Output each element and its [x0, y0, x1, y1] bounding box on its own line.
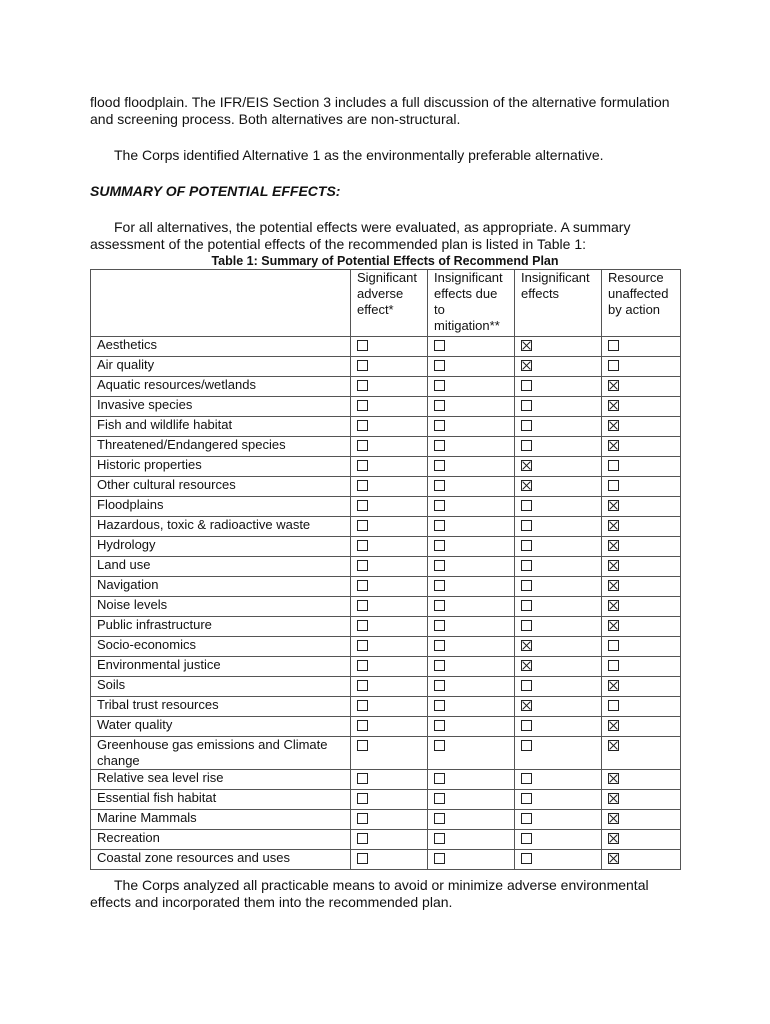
checkbox-cell [351, 497, 428, 517]
checked-box-icon[interactable] [608, 720, 619, 731]
empty-box-icon[interactable] [357, 680, 368, 691]
resource-name: Fish and wildlife habitat [91, 417, 351, 437]
checkbox-cell [351, 770, 428, 790]
checked-box-icon[interactable] [521, 640, 532, 651]
checkbox-cell [428, 457, 515, 477]
resource-name: Air quality [91, 357, 351, 377]
empty-box-icon[interactable] [357, 720, 368, 731]
empty-box-icon[interactable] [357, 580, 368, 591]
checkbox-cell [351, 377, 428, 397]
header-significant-adverse: Significant adverse effect* [351, 270, 428, 337]
empty-box-icon[interactable] [357, 813, 368, 824]
checkbox-cell [351, 850, 428, 870]
checked-box-icon[interactable] [608, 680, 619, 691]
table-row [91, 770, 681, 790]
checkbox-cell [515, 677, 602, 697]
checkbox-cell [351, 357, 428, 377]
checkbox-cell [602, 830, 681, 850]
resource-name: Floodplains [91, 497, 351, 517]
checkbox-cell [602, 497, 681, 517]
checkbox-cell [351, 457, 428, 477]
empty-box-icon[interactable] [357, 700, 368, 711]
checkbox-cell [515, 457, 602, 477]
empty-box-icon[interactable] [434, 740, 445, 751]
checked-box-icon[interactable] [608, 853, 619, 864]
checkbox-cell [515, 517, 602, 537]
checked-box-icon[interactable] [521, 360, 532, 371]
empty-box-icon[interactable] [608, 640, 619, 651]
checked-box-icon[interactable] [608, 400, 619, 411]
empty-box-icon[interactable] [434, 580, 445, 591]
checkbox-cell [515, 737, 602, 770]
table-row [91, 397, 681, 417]
checkbox-cell [351, 830, 428, 850]
resource-name: Socio-economics [91, 637, 351, 657]
checkbox-cell [351, 617, 428, 637]
checked-box-icon[interactable] [608, 600, 619, 611]
resource-name: Marine Mammals [91, 810, 351, 830]
checkbox-cell [351, 557, 428, 577]
checkbox-cell [351, 697, 428, 717]
checkbox-cell [515, 557, 602, 577]
empty-box-icon[interactable] [434, 500, 445, 511]
header-insignificant: Insignificant effects [515, 270, 602, 337]
resource-name: Threatened/Endangered species [91, 437, 351, 457]
checkbox-cell [351, 597, 428, 617]
checkbox-cell [602, 577, 681, 597]
resource-name: Public infrastructure [91, 617, 351, 637]
checkbox-cell [602, 810, 681, 830]
checked-box-icon[interactable] [608, 560, 619, 571]
checkbox-cell [515, 537, 602, 557]
checkbox-cell [602, 377, 681, 397]
resource-name: Noise levels [91, 597, 351, 617]
checkbox-cell [515, 577, 602, 597]
table-row [91, 477, 681, 497]
empty-box-icon[interactable] [521, 773, 532, 784]
checkbox-cell [351, 417, 428, 437]
checkbox-cell [515, 617, 602, 637]
checkbox-cell [602, 637, 681, 657]
checkbox-cell [351, 737, 428, 770]
checkbox-cell [602, 517, 681, 537]
checkbox-cell [515, 377, 602, 397]
empty-box-icon[interactable] [357, 460, 368, 471]
checkbox-cell [602, 557, 681, 577]
checkbox-cell [515, 810, 602, 830]
checkbox-cell [515, 657, 602, 677]
empty-box-icon[interactable] [357, 793, 368, 804]
empty-box-icon[interactable] [608, 340, 619, 351]
empty-box-icon[interactable] [521, 853, 532, 864]
table-row [91, 657, 681, 677]
closing-paragraph: The Corps analyzed all practicable means to avoid or minimize adverse environmental effects and incorporated them into the recommended plan. [90, 877, 649, 910]
resource-name: Aesthetics [91, 337, 351, 357]
empty-box-icon[interactable] [434, 680, 445, 691]
empty-box-icon[interactable] [357, 740, 368, 751]
resource-name: Recreation [91, 830, 351, 850]
empty-box-icon[interactable] [434, 853, 445, 864]
empty-box-icon[interactable] [357, 620, 368, 631]
checkbox-cell [428, 717, 515, 737]
table-row [91, 417, 681, 437]
checkbox-cell [602, 717, 681, 737]
checkbox-cell [428, 397, 515, 417]
table-row [91, 577, 681, 597]
checked-box-icon[interactable] [608, 620, 619, 631]
checkbox-cell [602, 657, 681, 677]
checked-box-icon[interactable] [608, 773, 619, 784]
table-row [91, 377, 681, 397]
checkbox-cell [428, 337, 515, 357]
checked-box-icon[interactable] [521, 660, 532, 671]
header-unaffected: Resource unaffected by action [602, 270, 681, 337]
empty-box-icon[interactable] [357, 853, 368, 864]
resource-name: Essential fish habitat [91, 790, 351, 810]
checked-box-icon[interactable] [521, 460, 532, 471]
checkbox-cell [602, 537, 681, 557]
empty-box-icon[interactable] [608, 480, 619, 491]
empty-box-icon[interactable] [434, 420, 445, 431]
resource-name: Water quality [91, 717, 351, 737]
checkbox-cell [515, 717, 602, 737]
empty-box-icon[interactable] [521, 580, 532, 591]
checkbox-cell [515, 850, 602, 870]
empty-box-icon[interactable] [357, 440, 368, 451]
empty-box-icon[interactable] [434, 460, 445, 471]
empty-box-icon[interactable] [521, 420, 532, 431]
resource-name: Invasive species [91, 397, 351, 417]
empty-box-icon[interactable] [357, 340, 368, 351]
checkbox-cell [515, 477, 602, 497]
table-row [91, 697, 681, 717]
section-heading: SUMMARY OF POTENTIAL EFFECTS: [90, 183, 341, 199]
empty-box-icon[interactable] [521, 600, 532, 611]
checkbox-cell [515, 770, 602, 790]
checkbox-cell [515, 337, 602, 357]
checkbox-cell [602, 737, 681, 770]
empty-box-icon[interactable] [521, 620, 532, 631]
checked-box-icon[interactable] [608, 740, 619, 751]
checkbox-cell [351, 637, 428, 657]
resource-name: Relative sea level rise [91, 770, 351, 790]
empty-box-icon[interactable] [357, 500, 368, 511]
empty-box-icon[interactable] [357, 360, 368, 371]
empty-box-icon[interactable] [434, 700, 445, 711]
checkbox-cell [602, 617, 681, 637]
empty-box-icon[interactable] [521, 793, 532, 804]
table-body [91, 337, 681, 870]
table-row [91, 737, 681, 770]
checked-box-icon[interactable] [608, 500, 619, 511]
checked-box-icon[interactable] [608, 380, 619, 391]
empty-box-icon[interactable] [357, 600, 368, 611]
checkbox-cell [351, 717, 428, 737]
table-row [91, 717, 681, 737]
empty-box-icon[interactable] [521, 813, 532, 824]
checkbox-cell [428, 497, 515, 517]
empty-box-icon[interactable] [521, 500, 532, 511]
empty-box-icon[interactable] [521, 720, 532, 731]
checkbox-cell [428, 617, 515, 637]
checkbox-cell [515, 697, 602, 717]
checkbox-cell [428, 437, 515, 457]
checkbox-cell [602, 437, 681, 457]
checkbox-cell [602, 597, 681, 617]
empty-box-icon[interactable] [357, 400, 368, 411]
checkbox-cell [602, 477, 681, 497]
empty-box-icon[interactable] [521, 380, 532, 391]
empty-box-icon[interactable] [434, 720, 445, 731]
checked-box-icon[interactable] [608, 520, 619, 531]
empty-box-icon[interactable] [434, 340, 445, 351]
empty-box-icon[interactable] [434, 440, 445, 451]
empty-box-icon[interactable] [434, 400, 445, 411]
resource-name: Hydrology [91, 537, 351, 557]
resource-name: Other cultural resources [91, 477, 351, 497]
checkbox-cell [428, 850, 515, 870]
checked-box-icon[interactable] [521, 340, 532, 351]
table-row [91, 617, 681, 637]
table-row [91, 457, 681, 477]
table-row [91, 557, 681, 577]
checkbox-cell [351, 477, 428, 497]
checkbox-cell [428, 557, 515, 577]
checkbox-cell [428, 657, 515, 677]
effects-table [90, 269, 681, 870]
table-row [91, 677, 681, 697]
checkbox-cell [428, 477, 515, 497]
checkbox-cell [351, 397, 428, 417]
empty-box-icon[interactable] [434, 833, 445, 844]
resource-name: Soils [91, 677, 351, 697]
intro-paragraph: flood floodplain. The IFR/EIS Section 3 includes a full discussion of the alternative formulation and screening process. Both alternatives are non-structural. [90, 94, 670, 127]
checkbox-cell [351, 810, 428, 830]
checkbox-cell [602, 397, 681, 417]
checkbox-cell [428, 770, 515, 790]
checked-box-icon[interactable] [608, 420, 619, 431]
empty-box-icon[interactable] [434, 793, 445, 804]
checkbox-cell [428, 810, 515, 830]
table-row [91, 637, 681, 657]
empty-box-icon[interactable] [608, 360, 619, 371]
empty-box-icon[interactable] [521, 400, 532, 411]
header-resource [91, 270, 351, 337]
resource-name: Aquatic resources/wetlands [91, 377, 351, 397]
checkbox-cell [515, 790, 602, 810]
checkbox-cell [428, 517, 515, 537]
checkbox-cell [351, 657, 428, 677]
checkbox-cell [351, 337, 428, 357]
checkbox-cell [602, 850, 681, 870]
empty-box-icon[interactable] [608, 700, 619, 711]
table-caption: Table 1: Summary of Potential Effects of Recommend Plan [211, 254, 559, 268]
table-row [91, 597, 681, 617]
empty-box-icon[interactable] [434, 620, 445, 631]
empty-box-icon[interactable] [357, 560, 368, 571]
empty-box-icon[interactable] [357, 380, 368, 391]
resource-name: Hazardous, toxic & radioactive waste [91, 517, 351, 537]
checkbox-cell [602, 457, 681, 477]
checkbox-cell [428, 377, 515, 397]
empty-box-icon[interactable] [434, 520, 445, 531]
empty-box-icon[interactable] [521, 440, 532, 451]
table-row [91, 337, 681, 357]
table-row [91, 537, 681, 557]
preferable-alternative-paragraph: The Corps identified Alternative 1 as the environmentally preferable alternative. [114, 147, 604, 163]
empty-box-icon[interactable] [434, 380, 445, 391]
table-row [91, 497, 681, 517]
header-insignificant-mitigation: Insignificant effects due to mitigation** [428, 270, 515, 337]
checkbox-cell [515, 437, 602, 457]
checked-box-icon[interactable] [608, 813, 619, 824]
checked-box-icon[interactable] [608, 540, 619, 551]
checked-box-icon[interactable] [608, 793, 619, 804]
checkbox-cell [602, 337, 681, 357]
resource-name: Navigation [91, 577, 351, 597]
checkbox-cell [428, 677, 515, 697]
empty-box-icon[interactable] [434, 540, 445, 551]
empty-box-icon[interactable] [357, 773, 368, 784]
checkbox-cell [515, 397, 602, 417]
checkbox-cell [351, 790, 428, 810]
checkbox-cell [602, 790, 681, 810]
checkbox-cell [351, 577, 428, 597]
table-row [91, 357, 681, 377]
table-row [91, 517, 681, 537]
resource-name: Coastal zone resources and uses [91, 850, 351, 870]
resource-name: Historic properties [91, 457, 351, 477]
empty-box-icon[interactable] [357, 540, 368, 551]
empty-box-icon[interactable] [521, 520, 532, 531]
empty-box-icon[interactable] [357, 833, 368, 844]
resource-name: Greenhouse gas emissions and Climate change [91, 737, 351, 770]
checkbox-cell [602, 770, 681, 790]
resource-name: Tribal trust resources [91, 697, 351, 717]
empty-box-icon[interactable] [357, 640, 368, 651]
checked-box-icon[interactable] [521, 480, 532, 491]
checked-box-icon[interactable] [608, 440, 619, 451]
empty-box-icon[interactable] [521, 560, 532, 571]
empty-box-icon[interactable] [434, 660, 445, 671]
table-row [91, 810, 681, 830]
summary-paragraph: For all alternatives, the potential effects were evaluated, as appropriate. A summary assessment of the potential effects of the recommended plan is listed in Table 1: [90, 219, 631, 252]
checkbox-cell [602, 677, 681, 697]
checkbox-cell [602, 357, 681, 377]
empty-box-icon[interactable] [357, 660, 368, 671]
empty-box-icon[interactable] [357, 420, 368, 431]
table-row [91, 790, 681, 810]
checkbox-cell [428, 737, 515, 770]
table-row [91, 437, 681, 457]
checkbox-cell [515, 417, 602, 437]
checked-box-icon[interactable] [521, 700, 532, 711]
resource-name: Land use [91, 557, 351, 577]
empty-box-icon[interactable] [434, 560, 445, 571]
checkbox-cell [428, 790, 515, 810]
empty-box-icon[interactable] [434, 600, 445, 611]
checked-box-icon[interactable] [608, 580, 619, 591]
empty-box-icon[interactable] [434, 640, 445, 651]
empty-box-icon[interactable] [357, 520, 368, 531]
checkbox-cell [515, 830, 602, 850]
checkbox-cell [428, 357, 515, 377]
checkbox-cell [428, 417, 515, 437]
checkbox-cell [428, 597, 515, 617]
table-header-row [91, 270, 681, 337]
checkbox-cell [428, 697, 515, 717]
checkbox-cell [428, 537, 515, 557]
checkbox-cell [351, 537, 428, 557]
checkbox-cell [428, 637, 515, 657]
empty-box-icon[interactable] [608, 460, 619, 471]
empty-box-icon[interactable] [434, 480, 445, 491]
empty-box-icon[interactable] [521, 680, 532, 691]
checkbox-cell [351, 517, 428, 537]
empty-box-icon[interactable] [608, 660, 619, 671]
checkbox-cell [515, 357, 602, 377]
empty-box-icon[interactable] [434, 360, 445, 371]
empty-box-icon[interactable] [357, 480, 368, 491]
empty-box-icon[interactable] [521, 740, 532, 751]
empty-box-icon[interactable] [521, 833, 532, 844]
checkbox-cell [428, 577, 515, 597]
empty-box-icon[interactable] [434, 813, 445, 824]
checkbox-cell [602, 417, 681, 437]
empty-box-icon[interactable] [434, 773, 445, 784]
checkbox-cell [602, 697, 681, 717]
checkbox-cell [351, 437, 428, 457]
checked-box-icon[interactable] [608, 833, 619, 844]
checkbox-cell [515, 597, 602, 617]
checkbox-cell [428, 830, 515, 850]
table-row [91, 850, 681, 870]
table-row [91, 830, 681, 850]
checkbox-cell [515, 497, 602, 517]
checkbox-cell [515, 637, 602, 657]
resource-name: Environmental justice [91, 657, 351, 677]
empty-box-icon[interactable] [521, 540, 532, 551]
checkbox-cell [351, 677, 428, 697]
